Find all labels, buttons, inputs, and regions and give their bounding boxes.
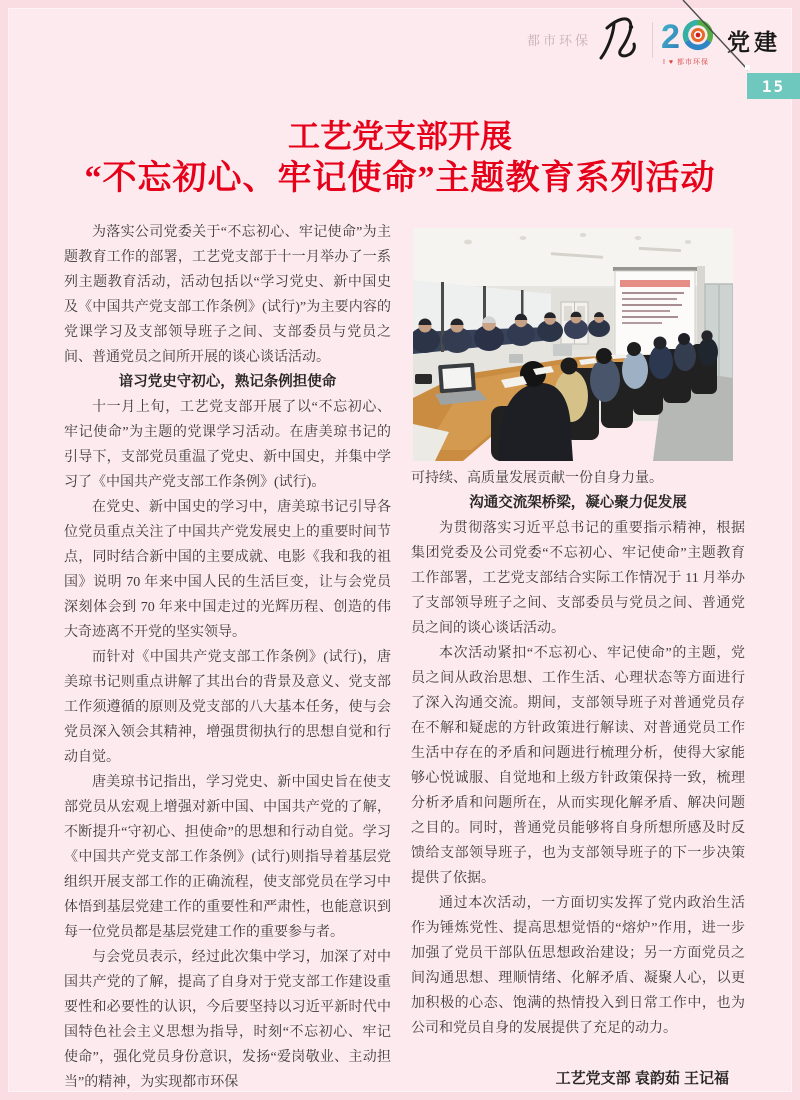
paragraph: 通过本次活动，一方面切实发挥了党内政治生活作为锤炼党性、提高思想觉悟的“熔炉”作用，进一步加强了党员干部队伍思想政治建设；另一方面党员之间沟通思想、理顺情绪、化解矛盾、凝聚人心，以更加积极的心态、饱满的热情投入到日常工作中，也为公司和党员自身的发展提供了充足的动力。 [411, 896, 745, 1036]
header-divider [652, 22, 653, 58]
paragraph: 而针对《中国共产党支部工作条例》(试行)，唐美琼书记则重点讲解了其出台的背景及意义、党支部工作须遵循的原则及党支部的八大基本任务，使与会党员深入领会其精神，增强贯彻执行的思想自觉和行动自觉。 [64, 650, 391, 765]
article-column-left [64, 220, 391, 1095]
meeting-photo [413, 228, 733, 461]
paragraph: 十一月上旬，工艺党支部开展了以“不忘初心、牢记使命”为主题的党课学习活动。在唐美琼书记的引导下，支部党员重温了党史、新中国史，并集中学习了《中国共产党支部工作条例》(试行)。 [64, 400, 391, 490]
article-title-line2: “不忘初心、牢记使命”主题教育系列活动 [84, 160, 716, 197]
anniversary-digit-2: 2 [661, 18, 680, 56]
paragraph: 为落实公司党委关于“不忘初心、牢记使命”为主题教育工作的部署，工艺党支部于十一月举办了一系列主题教育活动，活动包括以“学习党史、新中国史及《中国共产党支部工作条例》(试行)”为主要内容的党课学习及支部领导班子之间、支部委员与党员之间、普通党员之间所开展的谈心谈话活动。 [64, 225, 391, 365]
paragraph: 本次活动紧扣“不忘初心、牢记使命”的主题，党员之间从政治思想、工作生活、心理状态等方面进行了深入沟通交流。期间，支部领导班子对普通党员存在不解和疑虑的方针政策进行解读、对普通党员工作生活中存在的矛盾和问题进行梳理分析，使得大家能够心悦诚服、自觉地和上级方针政策保持一致，梳理分析矛盾和问题所在，从而实现化解矛盾、解决问题之目的。同时，普通党员能够将自身所想所感及时反馈给支部领导班子，也为支部领导班子的下一步决策提供了依据。 [411, 646, 745, 886]
article-column-right [411, 228, 745, 1091]
brand-text: 都市环保 [527, 33, 592, 48]
calligraphy-dot [629, 25, 633, 29]
paragraph: 为贯彻落实习近平总书记的重要指示精神，根据集团党委及公司党委“不忘初心、牢记使命”主题教育工作部署，工艺党支部结合实际工作情况于 11 月举办了支部领导班子之间、支部委员与党员之间、普通党员之间的谈心谈话活动。 [411, 521, 745, 636]
paragraph: 在党史、新中国史的学习中，唐美琼书记引导各位党员重点关注了中国共产党发展史上的重要时间节点，同时结合新中国的主要成就、电影《我和我的祖国》说明 70 年来中国人民的生活巨变，让与会党员深刻体会到 70 年来中国走过的光辉历程、创造的伟大奇迹离不开党的坚实领导。 [64, 500, 391, 640]
paragraph: 唐美琼书记指出，学习党史、新中国史旨在使支部党员从宏观上增强对新中国、中国共产党的了解，不断提升“守初心、担使命”的思想和行动自觉。学习《中国共产党支部工作条例》(试行)则指导着基层党组织开展支部工作的正确流程，使支部党员在学习中体悟到基层党建工作的重要性和严肃性，也能意识到每一位党员都是基层党建工作的重要参与者。 [64, 775, 391, 940]
meeting-photo-illustration [413, 228, 733, 461]
paragraph-continued: 可持续、高质量发展贡献一份自身力量。 [411, 471, 663, 486]
corner-diagonal-line [676, 0, 760, 78]
paragraph: 与会党员表示，经过此次集中学习，加深了对中国共产党的了解，提高了自身对于党支部工作建设重要性和必要性的认识，今后要坚持以习近平新时代中国特色社会主义思想为指导，时刻“不忘初心、牢记使命”，强化党员身份意识，发扬“爱岗敬业、主动担当”的精神，为实现都市环保 [64, 950, 391, 1090]
anniversary-tagline: I ♥ 都市环保 [663, 59, 709, 66]
subheading-1: 谙习党史守初心，熟记条例担使命 [118, 374, 337, 390]
page-number-tab: 15 [747, 73, 800, 99]
byline: 工艺党支部 袁韵茹 王记福 [555, 1070, 729, 1087]
article-title [40, 115, 760, 201]
subheading-2: 沟通交流架桥梁，凝心聚力促发展 [469, 495, 687, 511]
brand-calligraphy-icon [596, 12, 640, 64]
article-title-line1: 工艺党支部开展 [287, 118, 512, 154]
section-label: 党建 [727, 29, 781, 55]
